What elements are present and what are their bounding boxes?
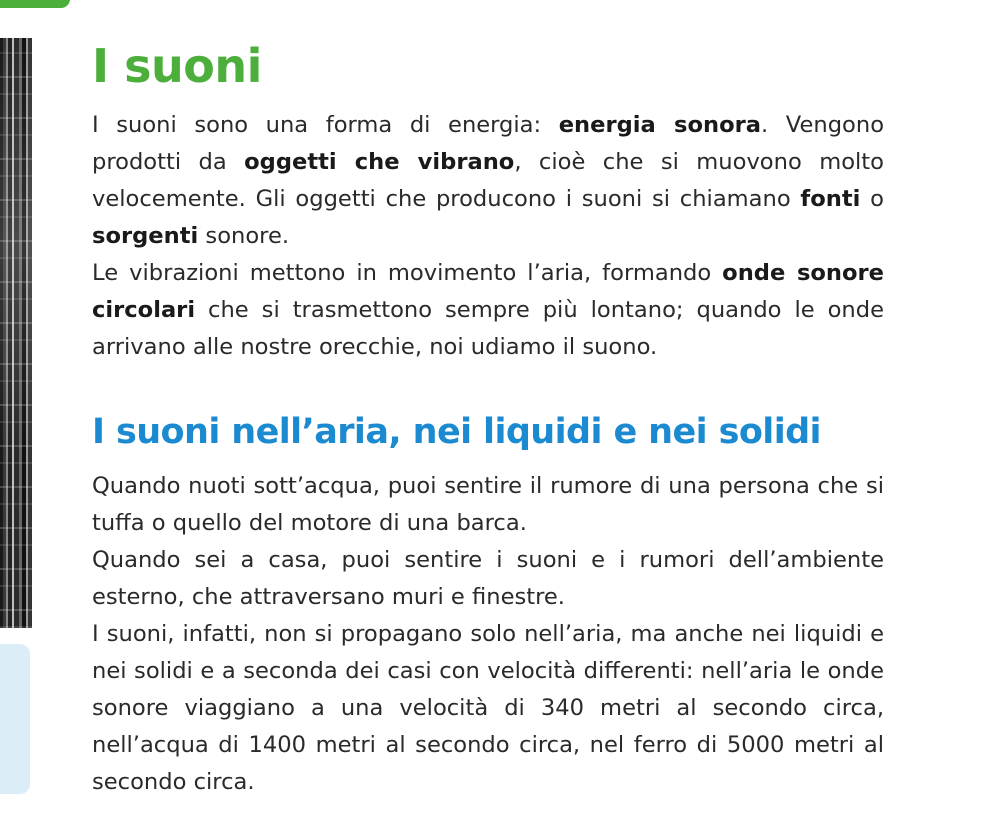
page-title: I suoni xyxy=(92,39,262,93)
intro-paragraph: I suoni sono una forma di energia: energia sonora. Vengono prodotti da oggetti che vibrano, cioè che si muovono molto velocemente. Gli oggetti che producono i suoni si chiamano fonti o sorgenti sonore. Le vibrazioni mettono in movimento l’aria, formando onde sonore circolari che si trasmettono sempre più lontano; quando le onde arrivano alle nostre orecchie, noi udiamo il suono. xyxy=(92,112,885,360)
side-info-box xyxy=(0,644,30,794)
side-photo xyxy=(0,38,32,628)
green-corner-tab xyxy=(0,0,70,8)
section-title: I suoni nell’aria, nei liquidi e nei solidi xyxy=(92,412,821,452)
section-paragraph: Quando nuoti sott’acqua, puoi sentire il rumore di una persona che si tuffa o quello del motore di una barca. Quando sei a casa, puoi sentire i suoni e i rumori dell’ambiente esterno, che attraversano muri e finestre. I suoni, infatti, non si propagano solo nell’aria, ma anche nei liquidi e nei solidi e a seconda dei casi con velocità differenti: nell’aria le onde sonore viaggiano a una velocità di 340 metri al secondo circa, nell’acqua di 1400 metri al secondo circa, nel ferro di 5000 metri al secondo circa. xyxy=(92,473,884,795)
